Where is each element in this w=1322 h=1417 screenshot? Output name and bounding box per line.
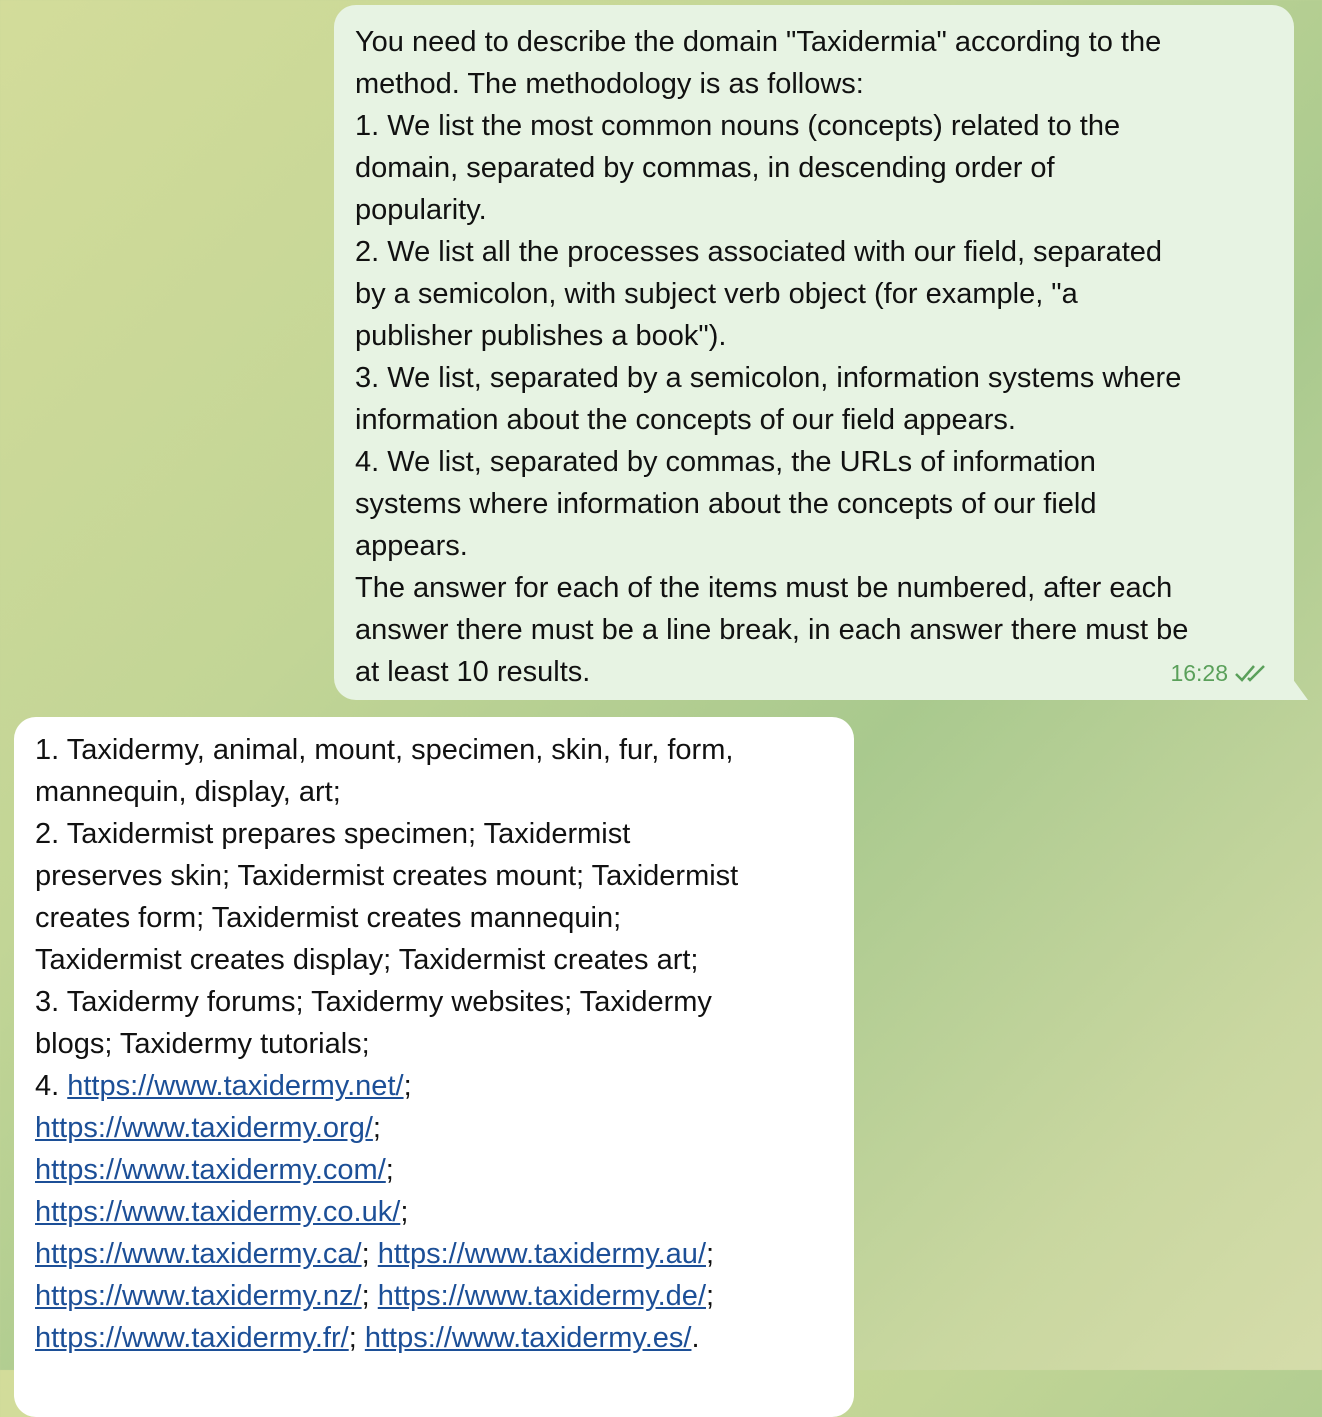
- text-line: domain, separated by commas, in descending order of: [355, 152, 1055, 184]
- text-line: [35, 1149, 738, 1191]
- text-line: information about the concepts of our field appears.: [355, 404, 1016, 436]
- url-link[interactable]: https://www.taxidermy.au/: [377, 1238, 706, 1270]
- text-line: by a semicolon, with subject verb object (for example, "a: [355, 278, 1078, 310]
- url-link[interactable]: https://www.taxidermy.co.uk/: [35, 1196, 401, 1228]
- url-link[interactable]: https://www.taxidermy.com/: [35, 1154, 386, 1186]
- text-line: 2. We list all the processes associated with our field, separated: [355, 236, 1163, 268]
- text-line: Taxidermist creates display; Taxidermist creates art;: [35, 944, 699, 976]
- url-link[interactable]: https://www.taxidermy.org/: [35, 1112, 373, 1144]
- text-line: answer there must be a line break, in each answer there must be: [355, 614, 1189, 646]
- separator: ;: [372, 1112, 381, 1144]
- text-line: 4. We list, separated by commas, the URLs of information: [355, 446, 1096, 478]
- text-line: preserves skin; Taxidermist creates mount; Taxidermist: [35, 860, 739, 892]
- url-link[interactable]: https://www.taxidermy.es/: [364, 1322, 692, 1354]
- text-line: [35, 1317, 738, 1359]
- text-line: You need to describe the domain "Taxidermia" according to the: [355, 26, 1162, 58]
- text-line: [35, 1275, 738, 1317]
- double-check-icon: [1234, 663, 1268, 683]
- text-line: publisher publishes a book").: [355, 320, 727, 352]
- text-line: mannequin, display, art;: [35, 776, 341, 808]
- text-line: 3. We list, separated by a semicolon, information systems where: [355, 362, 1182, 394]
- separator: ;: [706, 1280, 715, 1312]
- message-meta: [1170, 652, 1268, 694]
- text-line: [35, 1065, 738, 1107]
- url-link[interactable]: https://www.taxidermy.nz/: [35, 1280, 362, 1312]
- separator: ;: [361, 1238, 378, 1270]
- text-line: creates form; Taxidermist creates mannequin;: [35, 902, 622, 934]
- message-time: 16:28: [1170, 660, 1228, 686]
- text-line: 1. We list the most common nouns (concepts) related to the: [355, 110, 1121, 142]
- incoming-message: [14, 717, 854, 1417]
- separator: ;: [361, 1280, 378, 1312]
- text-line: The answer for each of the items must be numbered, after each: [355, 572, 1173, 604]
- outgoing-message: [334, 5, 1294, 700]
- separator: ;: [385, 1154, 394, 1186]
- url-link[interactable]: https://www.taxidermy.fr/: [35, 1322, 349, 1354]
- separator: ;: [403, 1070, 412, 1102]
- url-link[interactable]: https://www.taxidermy.de/: [377, 1280, 706, 1312]
- incoming-message-text: [35, 729, 738, 1359]
- text-line: 3. Taxidermy forums; Taxidermy websites; Taxidermy: [35, 986, 712, 1018]
- text-line: [35, 1107, 738, 1149]
- list-number: 4.: [35, 1070, 68, 1102]
- separator: ;: [706, 1238, 715, 1270]
- outgoing-message-text: [355, 21, 1188, 693]
- text-line: appears.: [355, 530, 468, 562]
- text-line: at least 10 results.: [355, 656, 591, 688]
- separator: .: [691, 1322, 700, 1354]
- text-line: [35, 1191, 738, 1233]
- text-line: blogs; Taxidermy tutorials;: [35, 1028, 370, 1060]
- separator: ;: [400, 1196, 409, 1228]
- text-line: 2. Taxidermist prepares specimen; Taxidermist: [35, 818, 631, 850]
- url-link[interactable]: https://www.taxidermy.ca/: [35, 1238, 362, 1270]
- bubble-tail: [1292, 678, 1308, 700]
- separator: ;: [348, 1322, 365, 1354]
- text-line: method. The methodology is as follows:: [355, 68, 864, 100]
- text-line: 1. Taxidermy, animal, mount, specimen, skin, fur, form,: [35, 734, 734, 766]
- url-link[interactable]: https://www.taxidermy.net/: [67, 1070, 404, 1102]
- text-line: systems where information about the concepts of our field: [355, 488, 1097, 520]
- text-line: [35, 1233, 738, 1275]
- text-line: popularity.: [355, 194, 487, 226]
